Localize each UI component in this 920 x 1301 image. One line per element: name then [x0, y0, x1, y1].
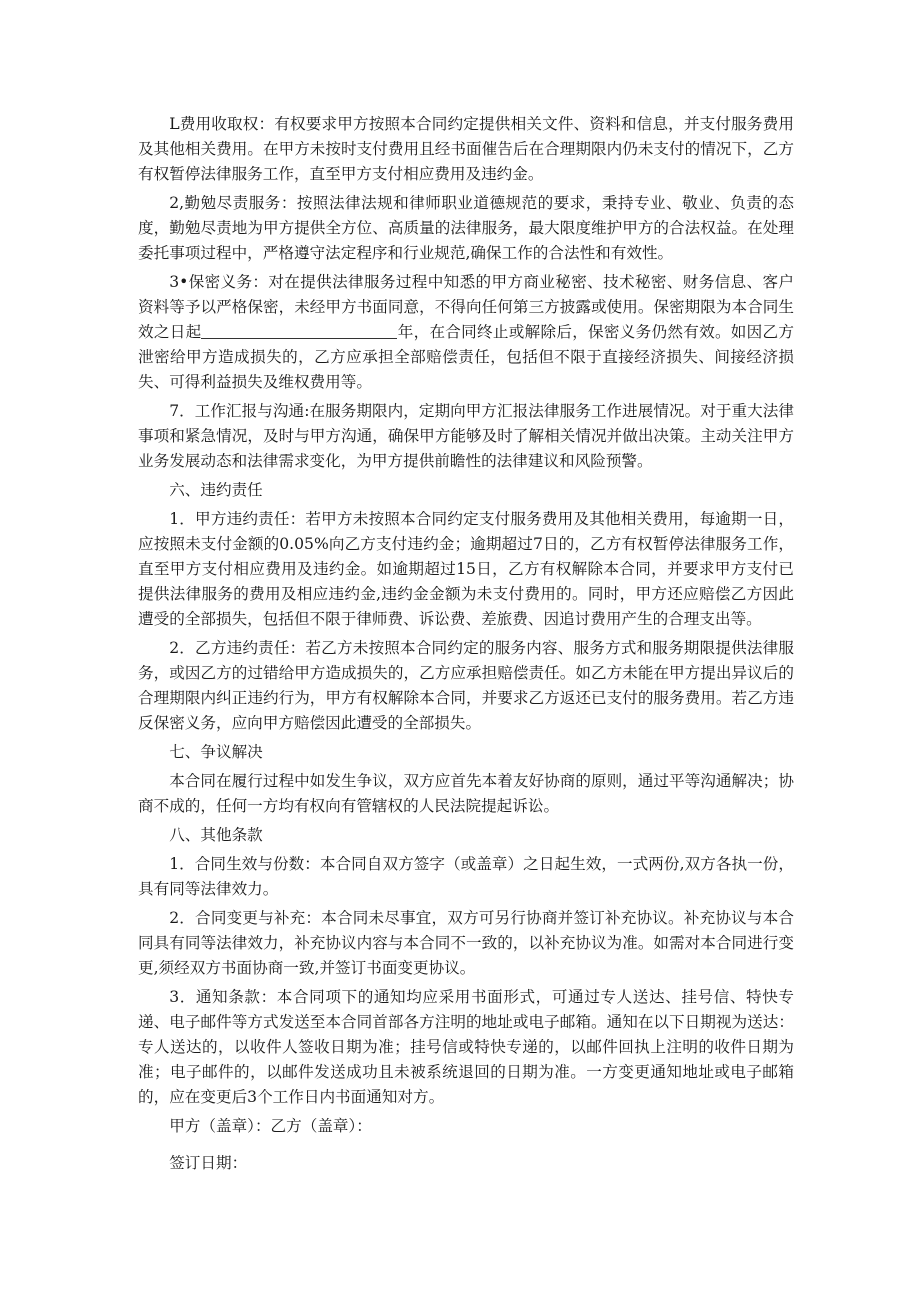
dispute-heading: 七、争议解决: [169, 743, 263, 761]
report-clause: 7．工作汇报与沟通:在服务期限内，定期向甲方汇报法律服务工作进展情况。对于重大法律事项和紧急情况，及时与甲方沟通，确保甲方能够及时了解相关情况并做出决策。主动关注甲方业务发展动态和法律需求变化，为甲方提供前瞻性的法律建议和风险预警。: [138, 402, 794, 470]
signature-line: 甲方（盖章）：乙方（盖章）：: [169, 1117, 372, 1135]
breach-heading: 六、违约责任: [169, 481, 263, 499]
confidentiality-clause: [138, 270, 794, 395]
sign-date-line: 签订日期：: [169, 1154, 248, 1172]
effect-clause: 1．合同生效与份数：本合同自双方签字（或盖章）之日起生效，一式两份,双方各执一份，具有同等法律效力。: [138, 855, 794, 898]
confidentiality-text-1: 3•保密义务：对在提供法律服务过程中知悉的甲方商业秘密、技术秘密、财务信息、客户资料等予以严格保密，未经甲方书面同意，不得向任何第三方披露或使用。保密期限为本合同生效之日起: [138, 273, 794, 341]
party-a-breach-clause: 1．甲方违约责任：若甲方未按照本合同约定支付服务费用及其他相关费用，每逾期一日，应按照未支付金额的0.05%向乙方支付违约金；逾期超过7日的，乙方有权暂停法律服务工作，直至甲方支付相应费用及违约金。如逾期超过15日，乙方有权解除本合同，并要求甲方支付已提供法律服务的费用及相应违约金,违约金金额为未支付费用的。同时，甲方还应赔偿乙方因此遭受的全部损失，包括但不限于律师费、诉讼费、差旅费、因追讨费用产生的合理支出等。: [138, 510, 794, 628]
amendment-clause: 2．合同变更与补充：本合同未尽事宜，双方可另行协商并签订补充协议。补充协议与本合同具有同等法律效力，补充协议内容与本合同不一致的，以补充协议为准。如需对本合同进行变更,须经双方书面协商一致,并签订书面变更协议。: [138, 909, 794, 977]
diligence-clause: 2,勤勉尽责服务：按照法律法规和律师职业道德规范的要求，秉持专业、敬业、负责的态度，勤勉尽责地为甲方提供全方位、高质量的法律服务，最大限度维护甲方的合法权益。在处理委托事项过程中，严格遵守法定程序和行业规范,确保工作的合法性和有效性。: [138, 194, 794, 262]
notice-clause: 3．通知条款：本合同项下的通知均应采用书面形式，可通过专人送达、挂号信、特快专递、电子邮件等方式发送至本合同首部各方注明的地址或电子邮箱。通知在以下日期视为送达：专人送达的，以收件人签收日期为准；挂号信或特快专递的，以邮件回执上注明的收件日期为准；电子邮件的，以邮件发送成功且未被系统退回的日期为准。一方变更通知地址或电子邮箱的，应在变更后3个工作日内书面通知对方。: [138, 988, 794, 1106]
party-b-breach-clause: 2．乙方违约责任：若乙方未按照本合同约定的服务内容、服务方式和服务期限提供法律服务，或因乙方的过错给甲方造成损失的，乙方应承担赔偿责任。如乙方未能在甲方提出异议后的合理期限内纠正违约行为，甲方有权解除本合同，并要求乙方返还已支付的服务费用。若乙方违反保密义务，应向甲方赔偿因此遭受的全部损失。: [138, 639, 794, 732]
confidentiality-years-blank: [201, 320, 397, 339]
other-terms-heading: 八、其他条款: [169, 826, 263, 844]
dispute-clause: 本合同在履行过程中如发生争议，双方应首先本着友好协商的原则，通过平等沟通解决；协商不成的，任何一方均有权向有管辖权的人民法院提起诉讼。: [138, 772, 794, 815]
fee-collection-clause: L费用收取权：有权要求甲方按照本合同约定提供相关文件、资料和信息，并支付服务费用及其他相关费用。在甲方未按时支付费用且经书面催告后在合理期限内仍未支付的情况下，乙方有权暂停法律服务工作，直至甲方支付相应费用及违约金。: [138, 115, 794, 183]
confidentiality-text-2: 年，在合同终止或解除后，保密义务仍然有效。如因乙方泄密给甲方造成损失的，乙方应承担全部赔偿责任，包括但不限于直接经济损失、间接经济损失、可得利益损失及维权费用等。: [138, 323, 794, 391]
contract-page: [138, 112, 794, 1188]
